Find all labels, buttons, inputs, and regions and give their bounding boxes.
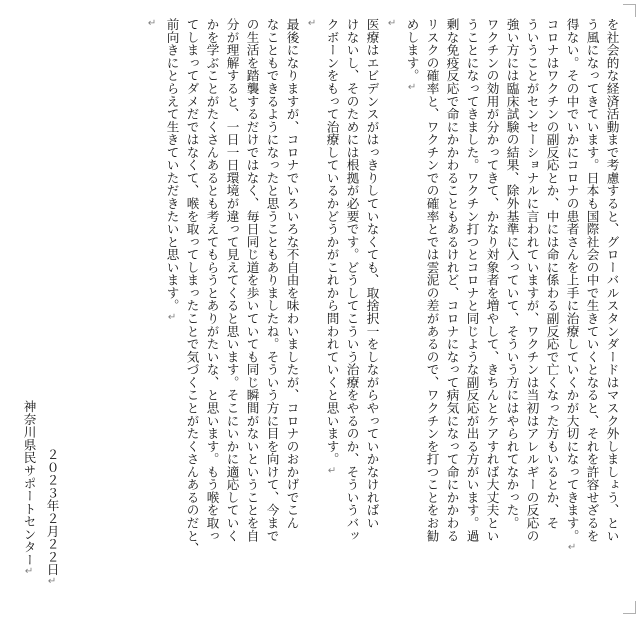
text-column: うことになってきました。ワクチン打つとコロナと同じような副反応が出る方がいます。過 [464,18,480,542]
text-column: を社会的な経済活動まで考慮すると、グローバルスタンダードはマスク外しましょう、とい [604,18,620,542]
text-column: クボーンをもって治療しているかどうかがこれから問われていくと思います。↵ [324,18,340,477]
page-corner-mark [623,601,636,614]
organization-name: 神奈川県民サポートセンター↵ [21,400,37,578]
paragraph-mark: ↵ [386,18,398,30]
empty-column [145,18,158,29]
text-column: 分が理解すると、一日一日環境が違って見えてくると思います。そこにいかに適応していく [224,18,240,542]
text-column: 剰な免疫反応で命にかかわることもあるけれど、コロナになって病気になって命にかかわる [444,18,460,542]
text-column: てしまってダメだではなくて、喉を取ってしまったことで気づくことがたくさんあるのだと、 [184,18,200,555]
text-column: う風になってきています。日本も国際社会の中で生きていくとなると、それを許容せざるを [584,18,600,542]
empty-column [385,18,398,29]
paragraph-mark: ↵ [306,18,318,30]
paragraph-mark: ↵ [46,575,58,587]
text-column: ういうことがセンセーショナルに言われていますが、ワクチンは当初はアレルギーの反応の [524,18,540,542]
empty-column [305,18,318,29]
text-column: かを学ぶことがたくさんあるとも考えてもらうとありがたいな、と思います。もう喉を取っ [204,18,220,542]
paragraph-mark: ↵ [566,541,578,554]
text-column: 最後になりますが、コロナでいろいろな不自由を味わいましたが、コロナのおかげでこん [284,18,300,530]
text-column: なこともできるようになったと思うこともありましたね。そういう方に目を向けて、今まで [264,18,280,542]
text-column: けないし、そのためには根拠が必要です。どうしてこういう治療をやるのか、そういうバッ [344,18,360,542]
text-column: コロナはワクチンの副反応とか、中には命に係わる副反応で亡くなった方もいるとか、そ [544,18,560,530]
paragraph-mark: ↵ [326,465,338,477]
paragraph-mark: ↵ [146,18,158,30]
text-column: の生活を踏襲するだけではなく、毎日同じ道を歩いていても同じ瞬間がないということを自 [244,18,260,542]
text-column: 強い方には臨床試験の結果、除外基準に入っていて、そういう方にはやられてなかった。 [504,18,520,530]
text-column: 前向きにとらえて生きていただきたいと思います。↵ [164,18,180,324]
text-column: 得ない。その中でいかにコロナの患者さんを上手に治療していくかが大切になってきます。↵ [564,18,580,554]
paragraph-mark: ↵ [406,81,418,94]
text-column: リスクの確率と、ワクチンでの確率とでは雲泥の差があるので、ワクチンを打つことをお勧 [424,18,440,542]
page-corner-mark [623,4,636,17]
text-column: めします。↵ [404,18,420,94]
paragraph-mark: ↵ [23,566,35,578]
paragraph-mark: ↵ [166,311,178,324]
text-column: 医療はエビデンスがはっきりしていなくても、取捨択一をしながらやっていかなければい [364,18,380,530]
date-line: ２０２３年２月２２日↵ [44,448,60,587]
text-column: ワクチンの効用が分かってきて、かなり対象者を増やして、きちんとケアすれば大丈夫とい [484,18,500,542]
